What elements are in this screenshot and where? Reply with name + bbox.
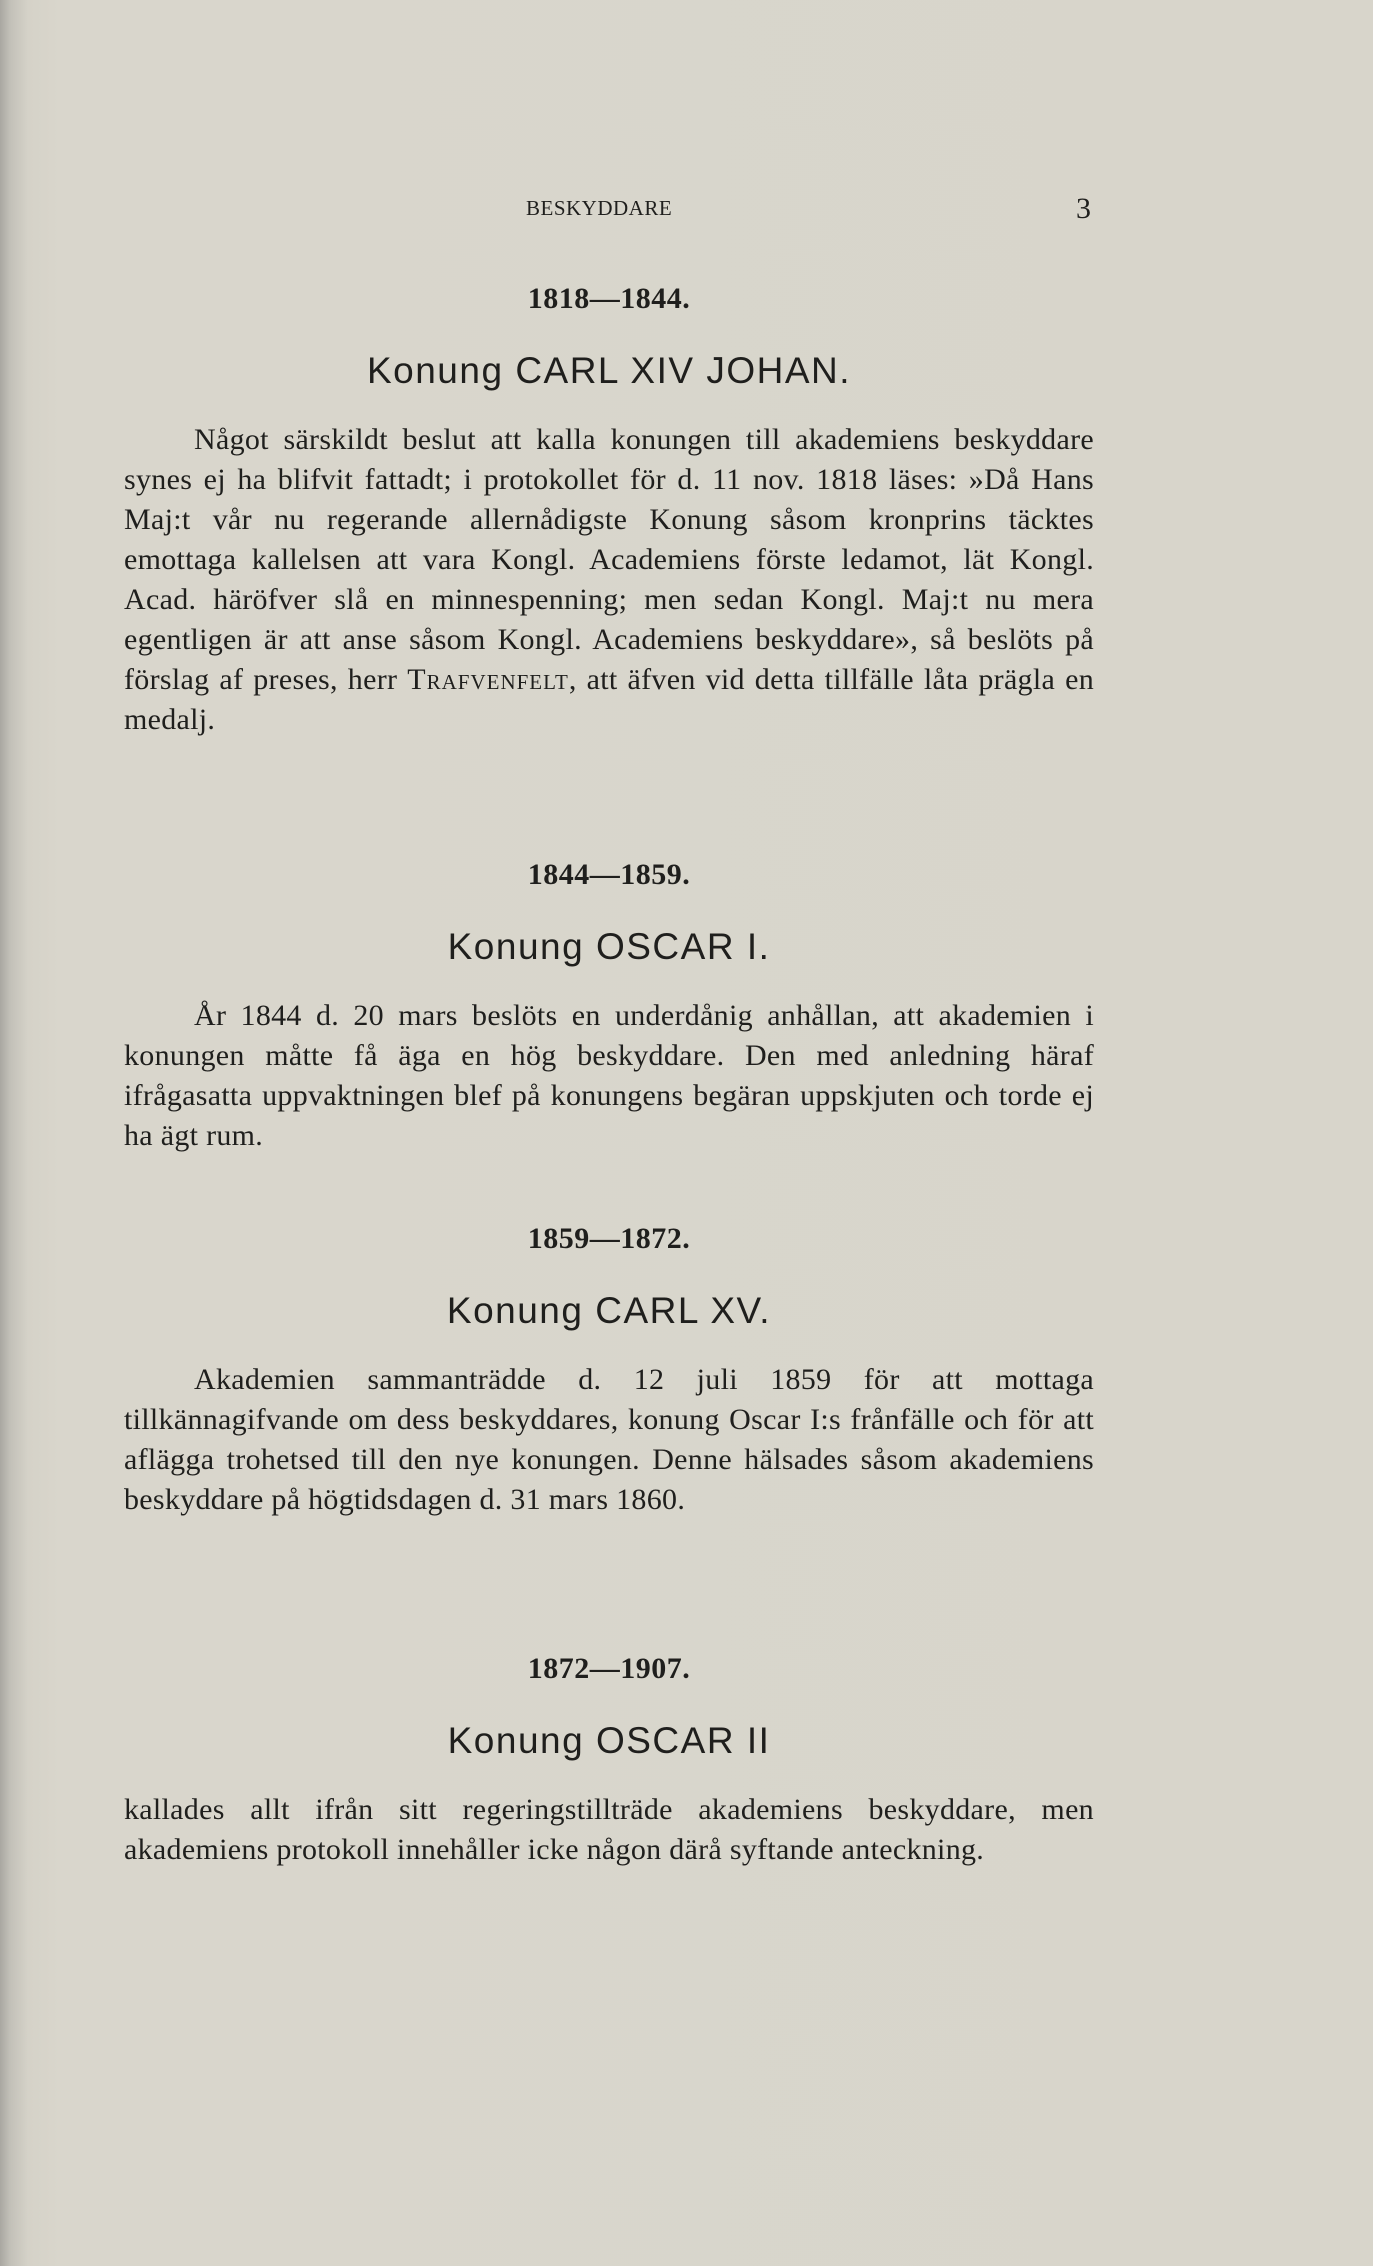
section-paragraph: År 1844 d. 20 mars beslöts en underdånig anhållan, att akademien i konungen måtte få äga en hög beskyddare. Den med anledning häraf ifrågasatta uppvaktningen blef på konungens begäran uppskjuten och torde ej ha ägt rum.	[124, 999, 1094, 1152]
paragraph-text-before: Något särskildt beslut att kalla konungen till akademiens beskyddare synes ej ha blifvit fattadt; i protokollet för d. 11 nov. 1818 läses: »Då Hans Maj:t vår nu regerande allernådigste Konung såsom kronprins täcktes emottaga kallelsen att vara Kongl. Academiens förste ledamot, lät Kongl. Acad. häröfver slå en minnespenning; men sedan Kongl. Maj:t nu mera egentligen är att anse såsom Kongl. Academiens beskyddare», så beslöts på förslag af preses, herr	[124, 423, 1094, 696]
section-carl-xv	[124, 1222, 1094, 1520]
section-years: 1818—1844.	[527, 282, 691, 315]
running-title: BESKYDDARE	[526, 196, 673, 220]
person-name-trafvenfelt: Trafvenfelt	[407, 663, 569, 696]
section-oscar-i	[124, 858, 1094, 1156]
section-king-title: Konung CARL XV.	[446, 1290, 772, 1331]
section-years: 1859—1872.	[527, 1222, 691, 1255]
section-paragraph	[124, 420, 1094, 740]
section-years: 1844—1859.	[527, 858, 691, 891]
section-oscar-ii	[124, 1652, 1094, 1870]
section-paragraph: kallades allt ifrån sitt regeringstillträde akademiens beskyddare, men akademiens protokoll innehåller icke någon därå syftande anteckning.	[124, 1793, 1094, 1866]
running-head	[0, 192, 1373, 226]
section-king-title: Konung OSCAR II	[447, 1720, 771, 1761]
paragraph-text-after: , att äfven vid detta tillfälle låta prägla en medalj.	[124, 663, 1094, 736]
section-king-title: Konung CARL XIV JOHAN.	[366, 350, 852, 391]
section-carl-xiv-johan	[124, 282, 1094, 740]
section-paragraph: Akademien sammanträdde d. 12 juli 1859 för att mottaga tillkännagifvande om dess beskyddares, konung Oscar I:s frånfälle och för att aflägga trohetsed till den nye konungen. Denne hälsades såsom akademiens beskyddare på högtidsdagen d. 31 mars 1860.	[124, 1363, 1094, 1516]
section-years: 1872—1907.	[527, 1652, 691, 1685]
page-number: 3	[1076, 192, 1091, 225]
section-king-title: Konung OSCAR I.	[447, 926, 771, 967]
